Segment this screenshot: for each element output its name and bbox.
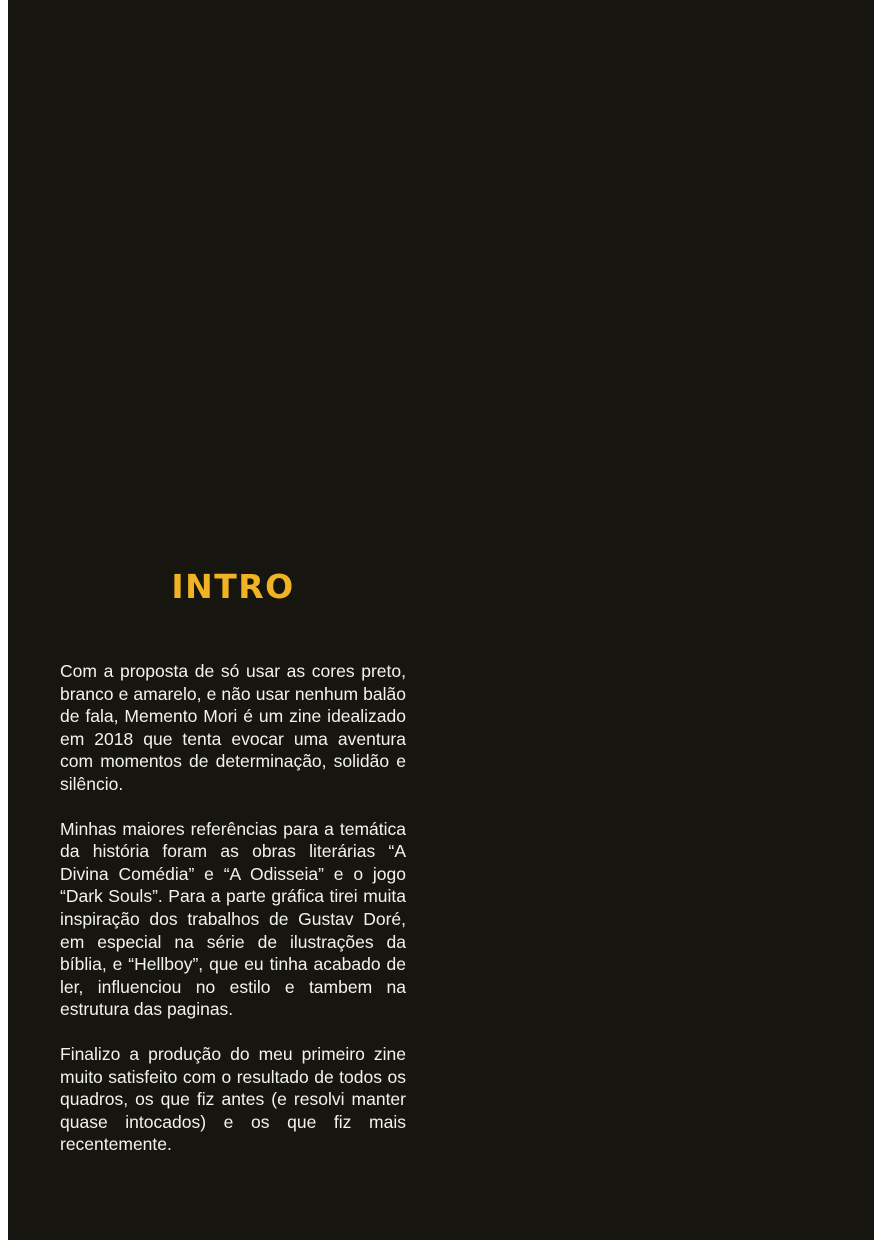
intro-body xyxy=(60,660,406,1156)
paragraph: Minhas maiores referências para a temática da história foram as obras literárias “A Divina Comédia” e “A Odisseia” e o jogo “Dark Souls”. Para a parte gráfica tirei muita inspiração dos trabalhos de Gustav Doré, em especial na série de ilustrações da bíblia, e “Hellboy”, que eu tinha acabado de ler, influenciou no estilo e tambem na estrutura das paginas. xyxy=(60,818,406,1020)
page-content xyxy=(60,0,406,1240)
page-left-edge xyxy=(0,0,8,1240)
page-title: INTRO xyxy=(171,567,295,606)
paragraph: Com a proposta de só usar as cores preto, branco e amarelo, e não usar nenhum balão de fala, Memento Mori é um zine idealizado em 2018 que tenta evocar uma aventura com momentos de determinação, solidão e silêncio. xyxy=(60,661,406,794)
paragraph: Finalizo a produção do meu primeiro zine muito satisfeito com o resultado de todos os quadros, os que fiz antes (e resolvi manter quase intocados) e os que fiz mais recentemente. xyxy=(60,1043,406,1155)
